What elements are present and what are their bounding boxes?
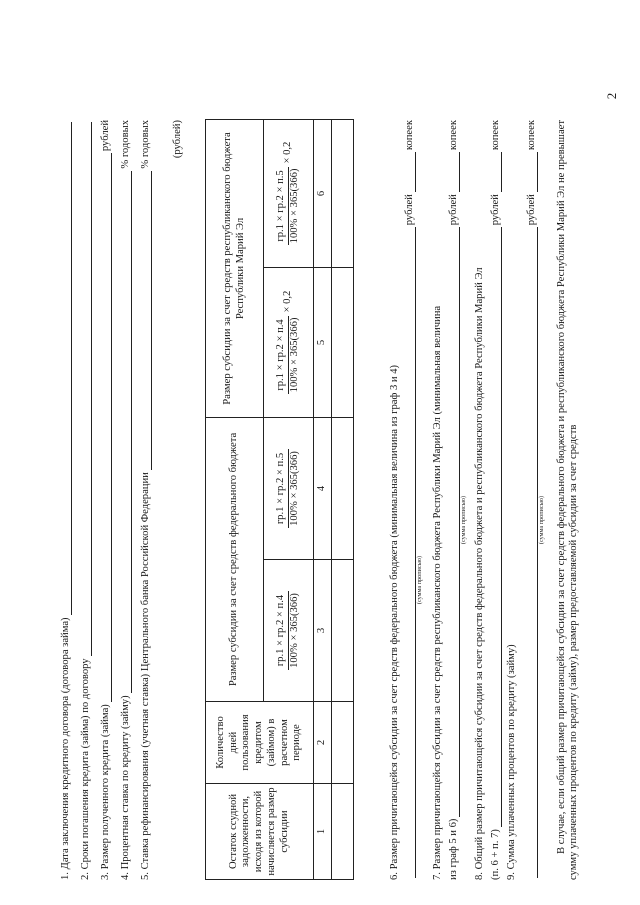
item-7-kop-field[interactable] bbox=[448, 152, 460, 192]
item-7-words-field[interactable] bbox=[448, 227, 460, 816]
item-2-field[interactable] bbox=[80, 122, 92, 656]
item-6-kop-field[interactable] bbox=[404, 152, 416, 192]
table-cell[interactable] bbox=[331, 702, 353, 784]
table-cell[interactable] bbox=[331, 784, 353, 880]
federal-header: Размер субсидии за счет средств федерального бюджета bbox=[206, 417, 264, 701]
col-number: 2 bbox=[314, 702, 332, 784]
table-cell[interactable] bbox=[331, 119, 353, 267]
item-6: 6. Размер причитающейся субсидии за счет средств федерального бюджета (минимальная величина из граф 3 и 4) bbox=[389, 364, 400, 880]
item-3-field[interactable] bbox=[100, 153, 112, 702]
item-5-unit: % годовых bbox=[140, 120, 151, 169]
item-2: 2. Сроки погашения кредита (займа) по договору bbox=[80, 120, 92, 880]
item-5: 5. Ставка рефинансирования (учетная ставка) Центрального банка Российской Федерации % годовых bbox=[140, 120, 151, 880]
page-number: 2 bbox=[604, 92, 619, 100]
formula-col5: гр.1 × гр.2 × п.4 100% × 365(366) × 0,2 bbox=[264, 267, 314, 417]
formula-col3: гр.1 × гр.2 × п.4 100% × 365(366) bbox=[264, 560, 314, 702]
item-6-hint: (сумма прописью) bbox=[416, 555, 423, 605]
item-4: 4. Процентная ставка по кредиту (займу) % годовых bbox=[120, 120, 131, 880]
item-8-kop-field[interactable] bbox=[490, 152, 502, 192]
item-9: 9. Сумма уплаченных процентов по кредиту (займу) bbox=[506, 644, 517, 880]
item-4-field[interactable] bbox=[120, 171, 132, 694]
item-8: 8. Общий размер причитающейся субсидии за счет средств федерального бюджета и республиканского бюджета Республики Марий Эл bbox=[474, 267, 485, 880]
table-cell[interactable] bbox=[331, 267, 353, 417]
item-9-kop-field[interactable] bbox=[526, 152, 538, 192]
republic-header: Размер субсидии за счет средств республиканского бюджета Республики Марий Эл bbox=[206, 119, 264, 417]
item-7-hint: (сумма прописью) bbox=[460, 495, 467, 545]
col-number: 5 bbox=[314, 267, 332, 417]
item-6-amount: рублей копеек bbox=[404, 120, 416, 880]
item-6-words-field[interactable] bbox=[404, 227, 416, 878]
col2-header: Количество дней пользования кредитом (займом) в расчетном периоде bbox=[206, 702, 314, 784]
col-number: 1 bbox=[314, 784, 332, 880]
item-7: 7. Размер причитающейся субсидии за счет средств республиканского бюджета Республики Марий Эл (минимальная величина bbox=[432, 305, 443, 880]
item-9-hint: (сумма прописью) bbox=[538, 495, 545, 545]
item-8-words-field[interactable] bbox=[490, 227, 502, 827]
table-unit: (рублей) bbox=[172, 120, 183, 159]
col-number: 6 bbox=[314, 119, 332, 267]
table-cell[interactable] bbox=[331, 560, 353, 702]
item-3: 3. Размер полученного кредита (займа) рублей bbox=[100, 120, 111, 880]
col-number: 3 bbox=[314, 560, 332, 702]
form-content bbox=[8, 20, 608, 880]
item-7-amount: из граф 5 и 6) рублей копеек bbox=[448, 120, 459, 880]
item-1: 1. Дата заключения кредитного договора (договора займа) bbox=[60, 120, 72, 880]
formula-col6: гр.1 × гр.2 × п.5 100% × 365(366) × 0,2 bbox=[264, 119, 314, 267]
item-5-field[interactable] bbox=[140, 171, 152, 471]
item-4-unit: % годовых bbox=[120, 120, 131, 169]
col1-header: Остаток ссудной задолженности, исходя из которой начисляется размер субсидии bbox=[206, 784, 314, 880]
footer-paragraph: В случае, если общий размер причитающейся субсидии за счет средств федерального бюджета и республиканского бюджета Республики Марий Эл не превышает сумму уплаченных процентов по кредиту (займу), размер предоставляемой субсидии за счет средств bbox=[556, 120, 580, 880]
item-1-field[interactable] bbox=[60, 122, 72, 615]
formula-col4: гр.1 × гр.2 × п.5 100% × 365(366) bbox=[264, 417, 314, 559]
subsidy-table bbox=[205, 119, 354, 880]
item-8-amount: (п. 6 + п. 7) рублей копеек bbox=[490, 120, 501, 880]
item-9-words-field[interactable] bbox=[526, 227, 538, 878]
item-3-unit: рублей bbox=[100, 120, 111, 152]
item-9-amount: рублей копеек bbox=[526, 120, 538, 880]
col-number: 4 bbox=[314, 417, 332, 559]
table-cell[interactable] bbox=[331, 417, 353, 559]
